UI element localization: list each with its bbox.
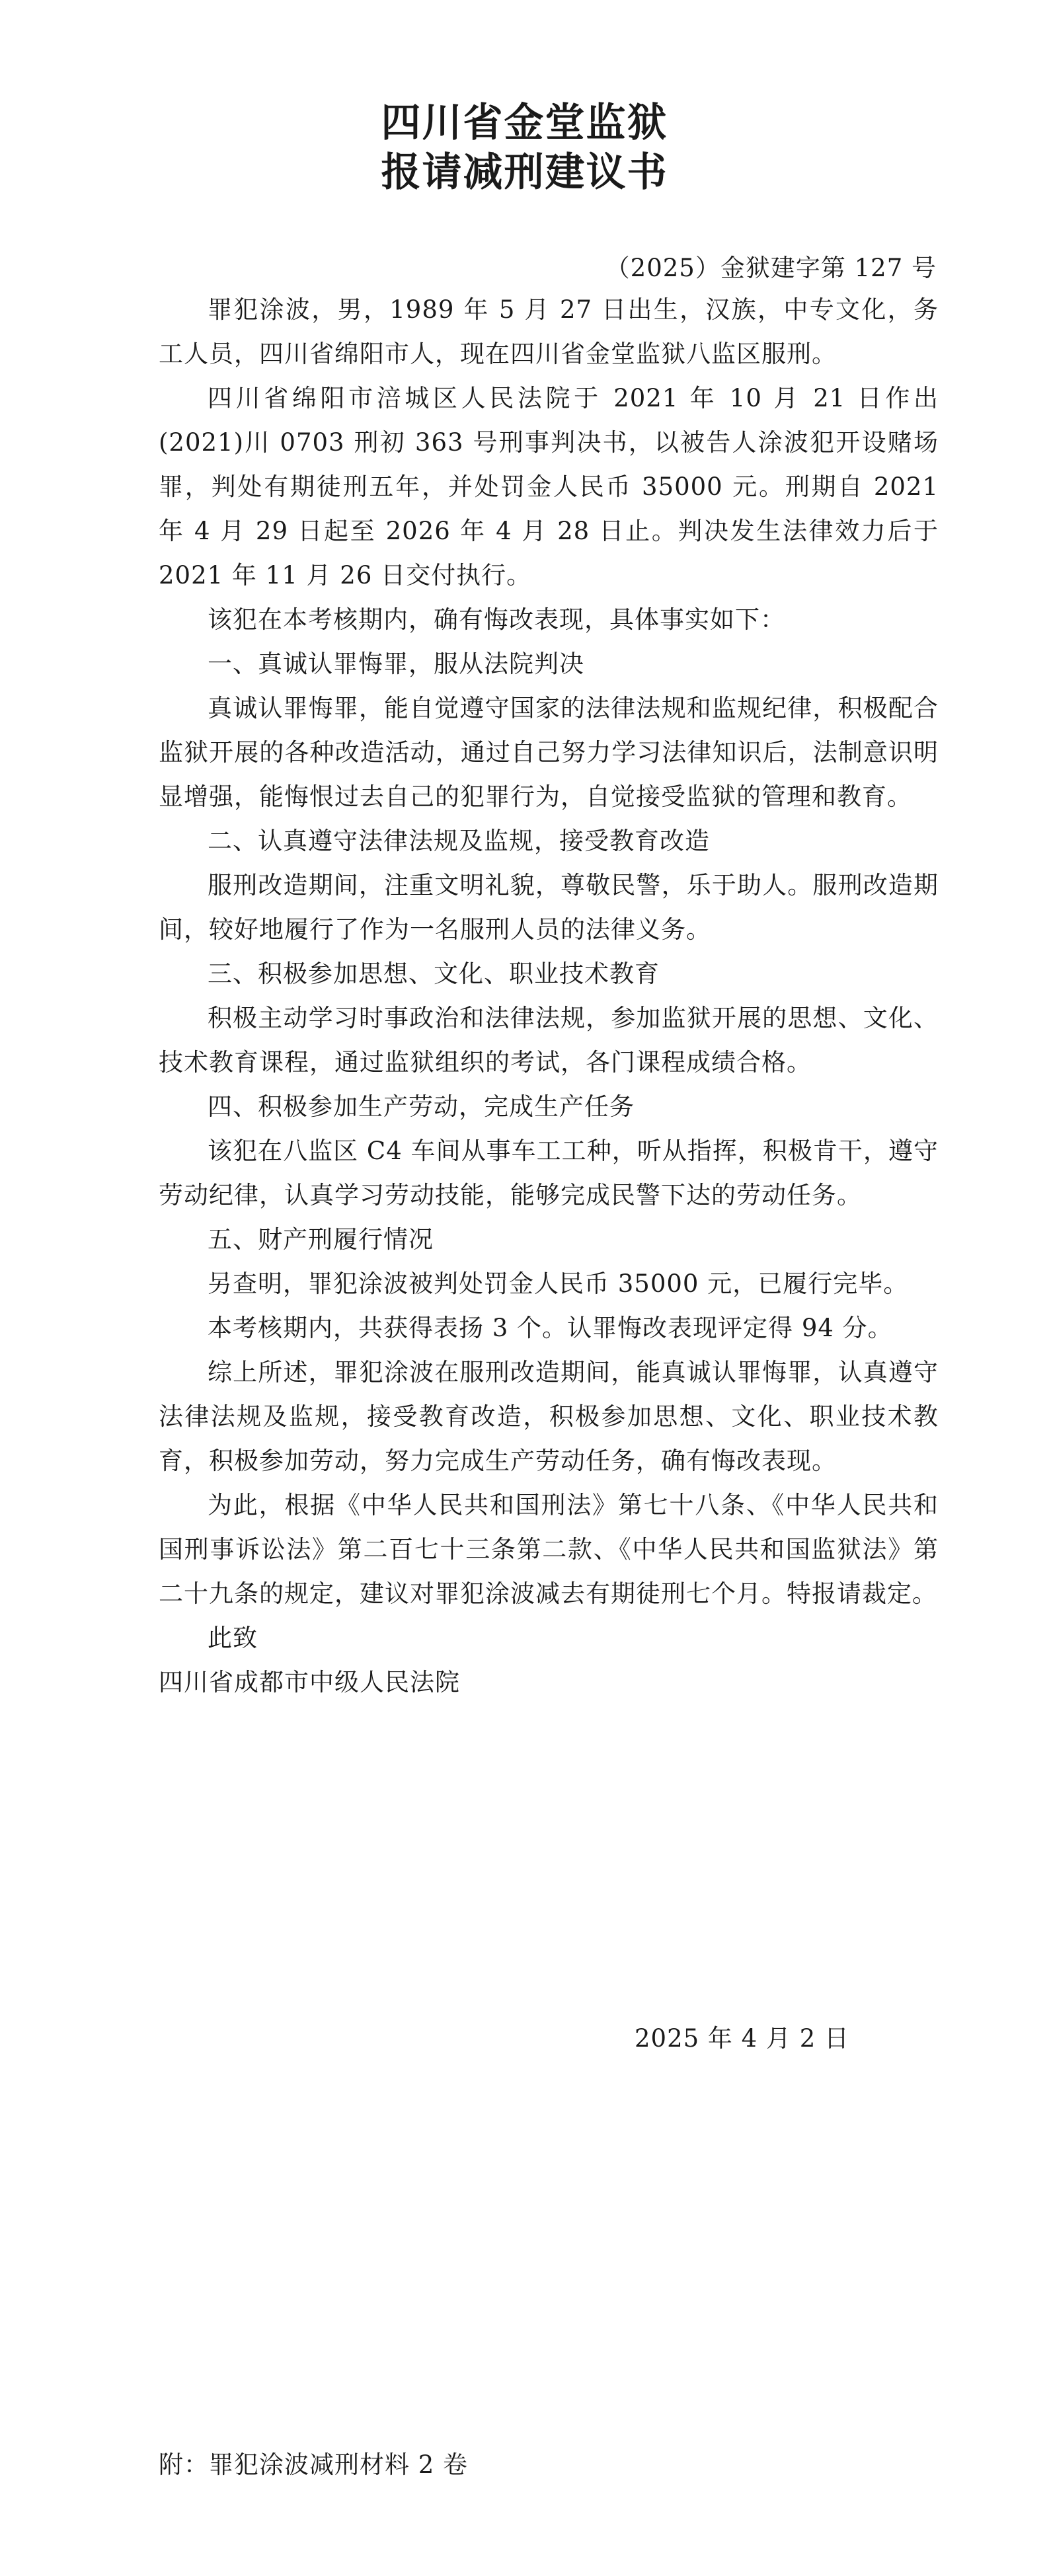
paragraph-summary: 综上所述，罪犯涂波在服刑改造期间，能真诚认罪悔罪，认真遵守法律法规及监规，接受教育改造，积极参加思想、文化、职业技术教育，积极参加劳动，努力完成生产劳动任务，确有悔改表现。 (159, 1358, 939, 1475)
section-heading-3: 三、积极参加思想、文化、职业技术教育 (208, 960, 660, 988)
paragraph-criminal-info: 罪犯涂波，男，1989 年 5 月 27 日出生，汉族，中专文化，务工人员，四川省绵阳市人，现在四川省金堂监狱八监区服刑。 (159, 295, 939, 368)
paragraph-section-4: 该犯在八监区 C4 车间从事车工工种，听从指挥，积极肯干，遵守劳动纪律，认真学习劳动技能，能够完成民警下达的劳动任务。 (159, 1137, 939, 1209)
document-title-line2: 报请减刑建议书 (381, 149, 668, 196)
section-heading-2: 二、认真遵守法律法规及监规，接受教育改造 (208, 827, 710, 855)
attachment-note: 附：罪犯涂波减刑材料 2 卷 (159, 2450, 469, 2479)
document-date: 2025 年 4 月 2 日 (635, 2024, 850, 2053)
paragraph-section-3: 积极主动学习时事政治和法律法规，参加监狱开展的思想、文化、技术教育课程，通过监狱组织的考试，各门课程成绩合格。 (159, 1004, 939, 1077)
paragraph-judgment: 四川省绵阳市涪城区人民法院于 2021 年 10 月 21 日作出(2021)川 0703 刑初 363 号刑事判决书，以被告人涂波犯开设赌场罪，判处有期徒刑五年，并处罚金人民币 35000 元。刑期自 2021 年 4 月 29 日起至 2026 年 4 月 28 日止。判决发生法律效力后于 2021 年 11 月 26 日交付执行。 (159, 384, 939, 589)
paragraph-assessment: 本考核期内，共获得表扬 3 个。认罪悔改表现评定得 94 分。 (208, 1314, 893, 1342)
section-heading-5: 五、财产刑履行情况 (208, 1225, 434, 1254)
section-heading-1: 一、真诚认罪悔罪，服从法院判决 (208, 650, 584, 678)
paragraph-recommendation: 为此，根据《中华人民共和国刑法》第七十八条、《中华人民共和国刑事诉讼法》第二百七十三条第二款、《中华人民共和国监狱法》第二十九条的规定，建议对罪犯涂波减去有期徒刑七个月。特报请裁定。 (159, 1491, 939, 1608)
recipient-court: 四川省成都市中级人民法院 (159, 1668, 460, 1696)
paragraph-section-1: 真诚认罪悔罪，能自觉遵守国家的法律法规和监规纪律，积极配合监狱开展的各种改造活动，通过自己努力学习法律知识后，法制意识明显增强，能悔恨过去自己的犯罪行为，自觉接受监狱的管理和教育。 (159, 694, 939, 811)
document-body (159, 287, 939, 1704)
document-title-line1: 四川省金堂监狱 (381, 100, 668, 146)
section-heading-4: 四、积极参加生产劳动，完成生产任务 (208, 1092, 635, 1121)
paragraph-section-2: 服刑改造期间，注重文明礼貌，尊敬民警，乐于助人。服刑改造期间，较好地履行了作为一名服刑人员的法律义务。 (159, 871, 939, 944)
paragraph-section-5: 另查明，罪犯涂波被判处罚金人民币 35000 元，已履行完毕。 (208, 1269, 909, 1298)
paragraph-intro: 该犯在本考核期内，确有悔改表现，具体事实如下： (208, 605, 785, 634)
document-number: （2025）金狱建字第 127 号 (605, 254, 937, 282)
paragraph-salutation: 此致 (208, 1624, 258, 1652)
